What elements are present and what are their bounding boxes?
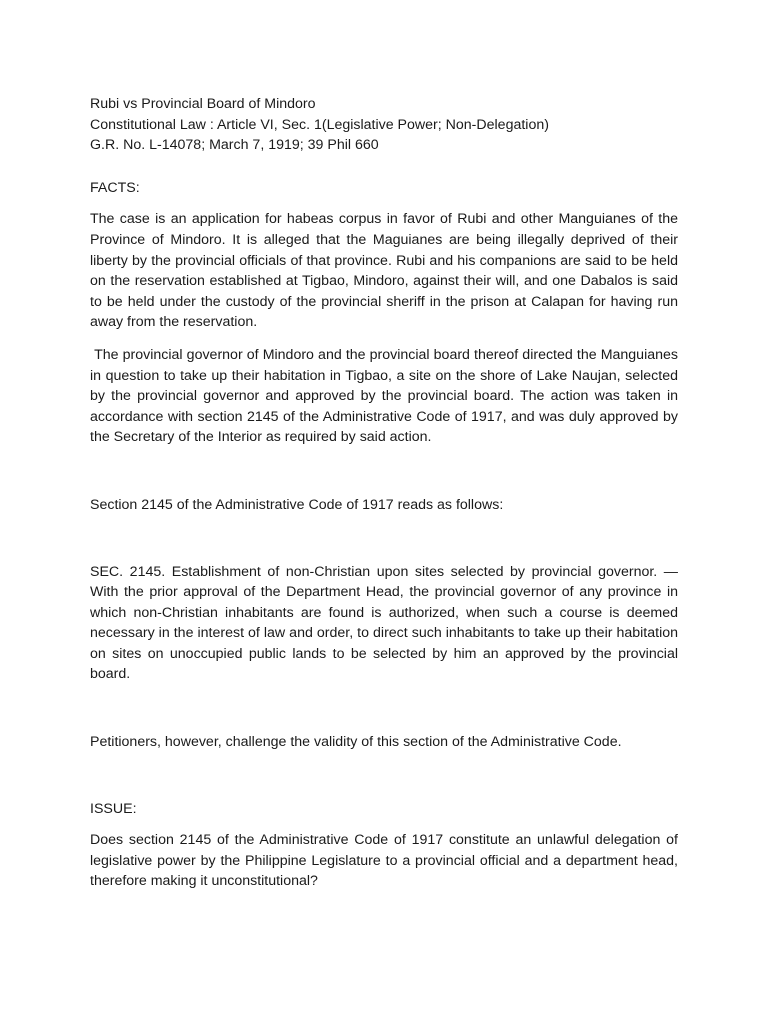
- section-intro-paragraph: Section 2145 of the Administrative Code of 1917 reads as follows:: [90, 496, 504, 513]
- case-topic: Constitutional Law : Article VI, Sec. 1(Legislative Power; Non-Delegation): [90, 116, 549, 133]
- issue-question: Does section 2145 of the Administrative Code of 1917 constitute an unlawful delegation of legislative power by the Philippine Legislature to a provincial official and a department head, therefore making it unconstitutional?: [90, 832, 678, 890]
- document-page: [90, 94, 682, 892]
- facts-paragraph: The case is an application for habeas corpus in favor of Rubi and other Manguianes of the Province of Mindoro. It is alleged that the Maguianes are being illegally deprived of their liberty by the provincial officials of that province. Rubi and his companions are said to be held on the reservation established at Tigbao, Mindoro, against their will, and one Dabalos is said to be held under the custody of the provincial sheriff in the prison at Calapan for having run away from the reservation.: [90, 211, 678, 331]
- case-title: Rubi vs Provincial Board of Mindoro: [90, 96, 316, 112]
- challenge-paragraph: Petitioners, however, challenge the validity of this section of the Administrative Code.: [90, 734, 622, 751]
- facts-heading: FACTS:: [90, 179, 140, 196]
- section-text-paragraph: SEC. 2145. Establishment of non-Christian upon sites selected by provincial governor. — With the prior approval of the Department Head, the provincial governor of any province in which non-Christian inhabitants are found is authorized, when such a course is deemed necessary in the interest of law and order, to direct such inhabitants to take up their habitation on sites on unoccupied public lands to be selected by him an approved by the provincial board.: [90, 563, 678, 683]
- case-header: [90, 94, 678, 156]
- facts-paragraph: The provincial governor of Mindoro and the provincial board thereof directed the Manguianes in question to take up their habitation in Tigbao, a site on the shore of Lake Naujan, selected by the provincial governor and approved by the provincial board. The action was taken in accordance with section 2145 of the Administrative Code of 1917, and was duly approved by the Secretary of the Interior as required by said action.: [90, 346, 682, 446]
- issue-heading: ISSUE:: [90, 800, 137, 817]
- case-citation: G.R. No. L-14078; March 7, 1919; 39 Phil 660: [90, 137, 379, 154]
